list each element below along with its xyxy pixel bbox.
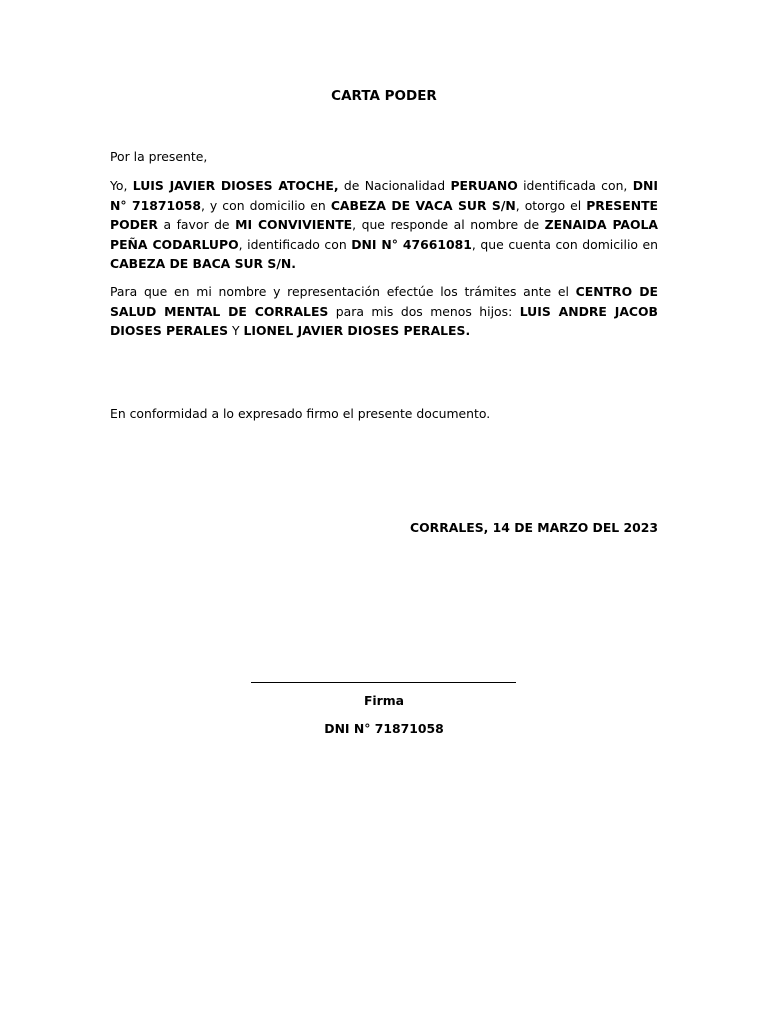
child-name-1: LUIS ANDRE JACOB DIOSES PERALES [110,303,658,338]
grantor-name: LUIS JAVIER DIOSES ATOCHE, [132,178,339,193]
text-segment: , que cuenta con domicilio en [471,236,659,252]
closing-statement: En conformidad a lo expresado firmo el presente documento. [110,406,491,421]
text-segment: para mis dos menos hijos: [328,303,520,319]
signature-label: Firma [363,693,405,708]
text-segment: de Nacionalidad [338,178,451,193]
child-name-2: LIONEL JAVIER DIOSES PERALES. [243,323,471,338]
text-segment: a favor de [157,217,236,232]
greeting: Por la presente, [110,149,208,164]
signature-line [251,682,516,683]
presente-poder: PRESENTE PODER [110,197,658,232]
agent-address: CABEZA DE BACA SUR S/N. [110,256,296,271]
agent-name: ZENAIDA PAOLA PEÑA CODARLUPO [110,217,658,252]
grantor-dni: DNI N° 71871058 [110,178,658,213]
text-segment: , que responde al nombre de [352,217,545,232]
text-segment: , identificado con [238,236,352,252]
entity-name: CENTRO DE SALUD MENTAL DE CORRALES [110,284,658,319]
grantor-address: CABEZA DE VACA SUR S/N [330,197,516,213]
document-title: CARTA PODER [331,88,437,104]
signature-dni: DNI N° 71871058 [324,721,444,736]
place-date: CORRALES, 14 DE MARZO DEL 2023 [410,520,658,535]
text-segment: identificada con, [517,178,633,193]
text-segment: Para que en mi nombre y representación efectúe los trámites ante el [110,284,576,299]
text-segment: , otorgo el [515,197,587,213]
nationality: PERUANO [450,178,518,193]
text-segment: , y con domicilio en [200,197,331,213]
paragraph-grant [110,176,658,274]
text-segment: Yo, [110,178,133,193]
text-segment: Y [228,323,244,338]
agent-dni: DNI N° 47661081 [351,236,472,252]
paragraph-purpose [110,282,658,341]
relation: MI CONVIVIENTE [235,217,353,232]
